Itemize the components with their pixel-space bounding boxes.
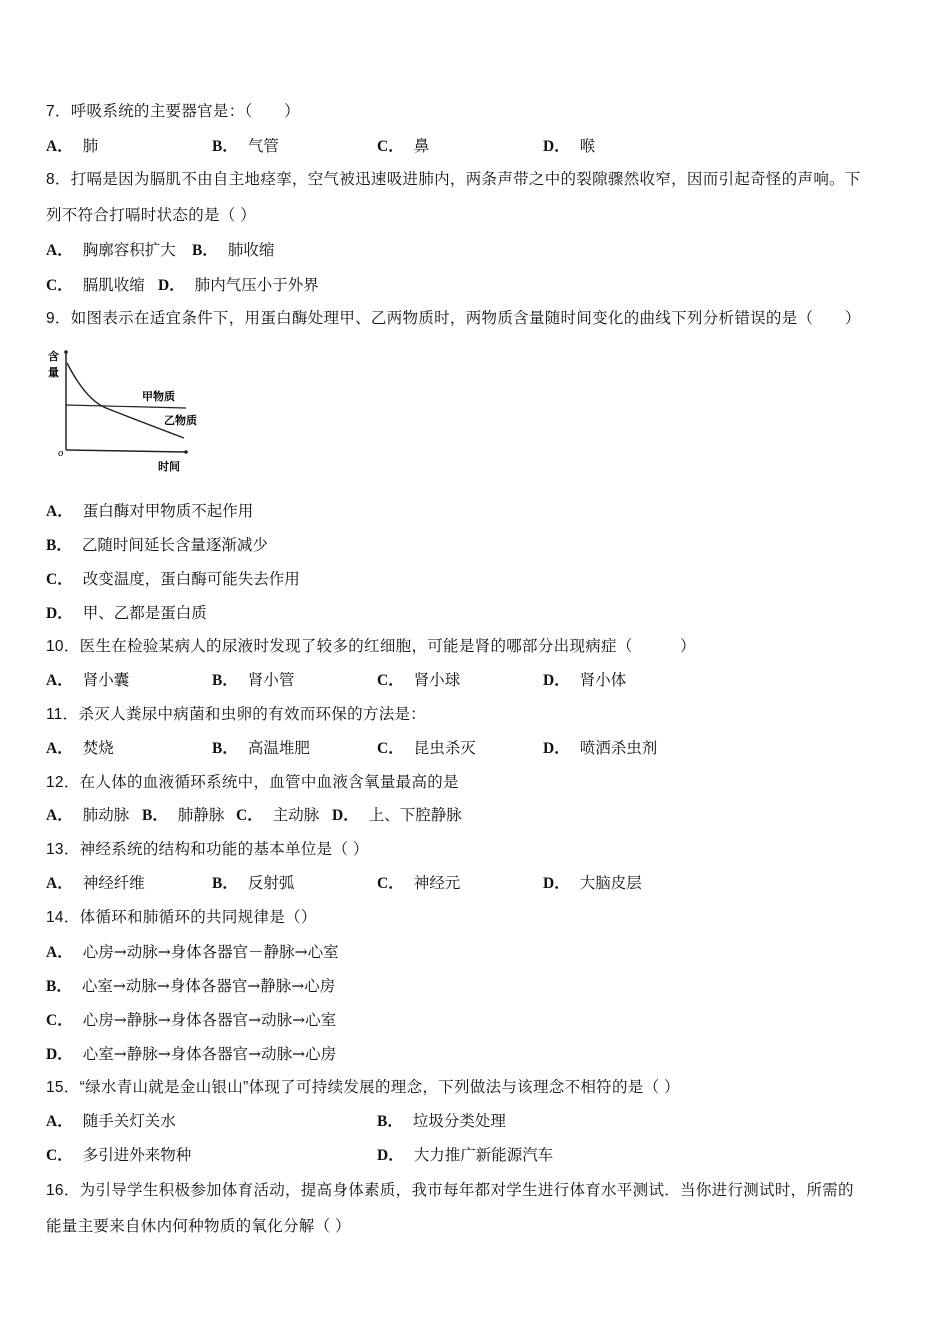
question-12-option-d [332,806,462,826]
question-8-option-b [192,240,274,261]
question-14-option-d [46,1044,336,1065]
question-11-option-b [212,739,310,759]
question-8-stem-line2: 列不符合打嗝时状态的是（ ） [46,207,257,224]
option-text: 肾小体 [579,672,627,689]
option-text: 鼻 [413,137,430,155]
option-text: 肺动脉 [82,807,130,824]
question-10-stem: 10．医生在检验某病人的尿液时发现了较多的红细胞，可能是肾的哪部分出现病症（ ） [46,638,696,655]
option-text: 肾小管 [247,672,295,689]
question-8-stem-line1: 8．打嗝是因为膈肌不由自主地痉挛，空气被迅速吸进肺内，两条声带之中的裂隙骤然收窄，因而引起奇怪的声响。下 [46,171,861,188]
option-label: D． [543,672,570,689]
question-9-option-c [46,569,300,590]
option-text: 甲、乙都是蛋白质 [82,604,207,622]
option-text: 焚烧 [82,740,114,757]
option-label: B． [46,537,72,554]
option-text: 蛋白酶对甲物质不起作用 [82,502,254,520]
option-text: 高温堆肥 [247,740,310,757]
question-14-option-c [46,1010,336,1031]
question-13-option-b [212,874,294,894]
question-8-option-d [158,275,319,296]
option-label: D． [46,605,73,622]
question-13-option-c [377,874,460,894]
series-jia-label: 甲物质 [142,390,175,403]
y-label-2: 量 [48,366,59,379]
option-text: 胸廓容积扩大 [82,241,176,259]
option-text: 大力推广新能源汽车 [413,1147,554,1164]
option-text: 主动脉 [272,807,320,824]
option-text: 心房→静脉→身体各器官→动脉→心室 [82,1011,337,1029]
question-12-option-c [236,806,319,826]
option-label: B． [212,138,238,155]
option-text: 肺 [82,137,99,155]
option-label: A． [46,503,73,520]
question-10-option-b [212,671,294,691]
question-10-option-a [46,671,129,691]
option-label: A． [46,672,73,689]
question-11-option-c [377,739,476,759]
question-7-stem: 7．呼吸系统的主要器官是：（ ） [46,103,300,120]
option-label: A． [46,740,73,757]
option-text: 心室→静脉→身体各器官→动脉→心房 [82,1045,337,1063]
question-11-option-a [46,739,114,759]
option-text: 气管 [247,137,279,155]
question-8-option-a [46,240,176,261]
option-label: D． [543,875,570,892]
option-label: D． [543,138,570,155]
option-label: B． [192,242,218,259]
option-label: B． [212,740,238,757]
question-12-stem: 12．在人体的血液循环系统中，血管中血液含氧量最高的是 [46,774,459,791]
series-yi-label: 乙物质 [164,414,197,427]
option-text: 肾小囊 [82,672,130,689]
option-label: A． [46,1113,73,1130]
option-label: D． [46,1046,73,1063]
option-label: D． [158,277,185,294]
option-label: C． [377,875,404,892]
question-8-option-c [46,275,145,296]
question-14-stem: 14．体循环和肺循环的共同规律是（） [46,909,317,926]
option-text: 肺收缩 [227,241,275,259]
option-label: A． [46,944,73,961]
option-text: 大脑皮层 [579,875,642,892]
option-label: C． [46,1147,73,1164]
option-label: A． [46,807,73,824]
option-text: 乙随时间延长含量逐渐减少 [81,536,268,554]
option-text: 肺静脉 [177,807,225,824]
option-text: 改变温度，蛋白酶可能失去作用 [82,570,300,588]
option-text: 上、下腔静脉 [368,807,462,824]
question-7-option-b [212,136,279,157]
option-text: 神经元 [413,875,461,892]
question-10-option-d [543,671,626,691]
option-text: 多引进外来物种 [82,1147,192,1164]
graph-svg [46,340,216,475]
origin-label: o [58,449,64,459]
question-13-option-a [46,874,145,894]
option-text: 神经纤维 [82,875,145,892]
question-13-option-d [543,874,642,894]
option-label: B． [46,978,72,995]
question-15-option-d [377,1146,553,1166]
question-11-stem: 11．杀灭人粪尿中病菌和虫卵的有效而环保的方法是： [46,706,427,723]
question-9-option-a [46,501,253,522]
option-text: 心房→动脉→身体各器官－静脉→心室 [82,943,339,961]
question-16-stem-line2: 能量主要来自休内何种物质的氧化分解（ ） [46,1218,351,1235]
option-label: C． [377,672,404,689]
line-jia [66,405,186,408]
y-label-1: 含 [48,350,59,363]
question-9-stem: 9．如图表示在适宜条件下，用蛋白酶处理甲、乙两物质时，两物质含量随时间变化的曲线下列分析错误的是（ ） [46,310,861,327]
question-15-option-b [377,1112,506,1132]
question-12-option-b [142,806,224,826]
option-label: D． [543,740,570,757]
question-16-stem-line1: 16．为引导学生积极参加体育活动，提高身体素质，我市每年都对学生进行体育水平测试．当你进行测试时，所需的 [46,1182,854,1199]
question-15-option-c [46,1146,191,1166]
option-text: 肾小球 [413,672,461,689]
option-text: 反射弧 [247,875,295,892]
content-time-graph [46,340,216,475]
option-text: 喉 [579,137,596,155]
option-label: C． [46,277,73,294]
option-text: 心室→动脉→身体各器官→静脉→心房 [81,977,336,995]
option-label: C． [236,807,263,824]
question-15-option-a [46,1112,176,1132]
option-text: 喷洒杀虫剂 [579,740,658,757]
question-12-option-a [46,806,129,826]
question-14-option-b [46,976,335,997]
question-10-option-c [377,671,460,691]
option-text: 膈肌收缩 [82,276,145,294]
option-label: A． [46,875,73,892]
option-label: A． [46,138,73,155]
question-7-option-a [46,136,98,157]
option-label: C． [46,1012,73,1029]
option-text: 随手关灯关水 [82,1113,176,1130]
option-label: B． [212,875,238,892]
x-axis [66,450,186,452]
option-text: 垃圾分类处理 [412,1113,506,1130]
question-9-option-b [46,535,268,556]
x-label: 时间 [158,460,180,473]
option-label: C． [377,740,404,757]
option-label: D． [377,1147,404,1164]
option-text: 昆虫杀灭 [413,740,476,757]
option-label: C． [377,138,404,155]
question-7-option-c [377,136,429,157]
question-11-option-d [543,739,657,759]
question-14-option-a [46,942,339,963]
option-label: C． [46,571,73,588]
option-label: B． [142,807,168,824]
option-label: B． [377,1113,403,1130]
question-7-option-d [543,136,595,157]
option-label: D． [332,807,359,824]
option-label: B． [212,672,238,689]
option-label: A． [46,242,73,259]
question-15-stem: 15．“绿水青山就是金山银山”体现了可持续发展的理念，下列做法与该理念不相符的是（ ） [46,1079,680,1096]
question-13-stem: 13．神经系统的结构和功能的基本单位是（ ） [46,841,369,858]
option-text: 肺内气压小于外界 [194,276,319,294]
question-9-option-d [46,603,207,624]
